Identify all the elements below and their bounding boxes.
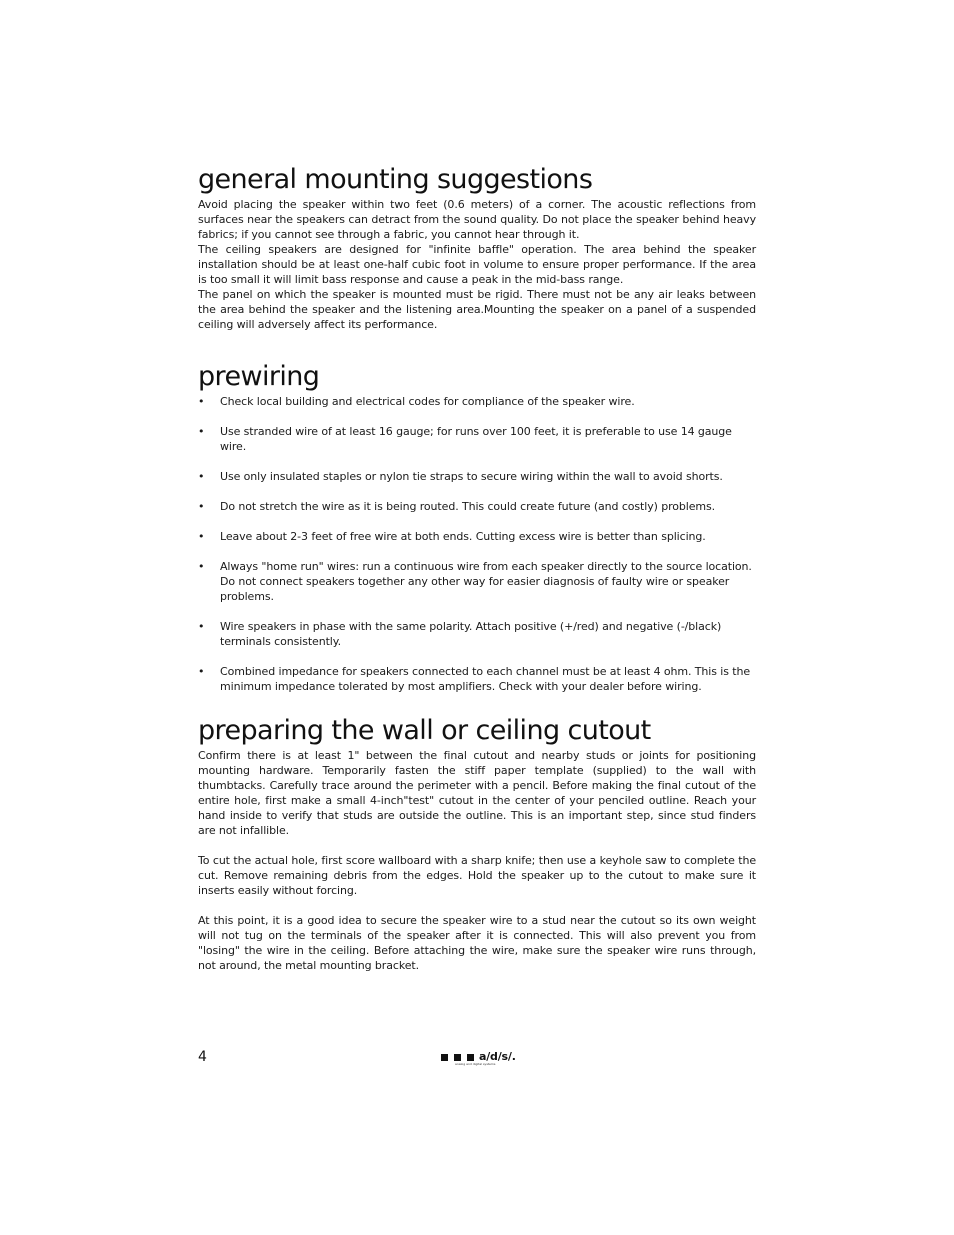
list-item [198,424,756,454]
bullet-icon: • [198,530,205,543]
heading-prewiring: prewiring [198,361,320,392]
logo-square-icon [467,1054,474,1061]
heading-general-mounting: general mounting suggestions [198,164,593,195]
list-item-text: Always "home run" wires: run a continuous wire from each speaker directly to the source location. Do not connect speakers together any other way for easier diagnosis of faulty wire or speaker problems. [220,560,752,603]
list-item-text: Wire speakers in phase with the same polarity. Attach positive (+/red) and negative (-/black) terminals consistently. [220,620,722,648]
list-item-text: Combined impedance for speakers connected to each channel must be at least 4 ohm. This is the minimum impedance tolerated by most amplifiers. Check with your dealer before wiring. [220,665,750,693]
logo-square-icon [454,1054,461,1061]
mounting-paragraph: The panel on which the speaker is mounted must be rigid. There must not be any air leaks between the area behind the speaker and the listening area.Mounting the speaker on a panel of a suspended ceiling will adversely affect its performance. [198,288,756,331]
bullet-icon: • [198,500,205,513]
list-item [198,394,756,409]
section-prewiring [198,360,756,694]
list-item [198,664,756,694]
list-item-text: Use only insulated staples or nylon tie straps to secure wiring within the wall to avoid shorts. [220,470,723,483]
page-content [198,163,756,973]
list-item-text: Leave about 2-3 feet of free wire at both ends. Cutting excess wire is better than splicing. [220,530,706,543]
cutout-paragraph: At this point, it is a good idea to secure the speaker wire to a stud near the cutout so its own weight will not tug on the terminals of the speaker after it is connected. This will also prevent you from "losing" the wire in the ceiling. Before attaching the wire, make sure the speaker wire runs through, not around, the metal mounting bracket. [198,914,756,972]
logo-tagline: analog and digital systems [455,1062,496,1066]
list-item [198,559,756,604]
section-general-mounting [198,163,756,332]
page-number: 4 [198,1049,207,1065]
logo-text: a/d/s/. [479,1050,516,1063]
list-item [198,529,756,544]
mounting-paragraph: Avoid placing the speaker within two feet (0.6 meters) of a corner. The acoustic reflections from surfaces near the speakers can detract from the sound quality. Do not place the speaker behind heavy fabrics; if you cannot see through a fabric, you cannot hear through it. [198,198,756,241]
logo-square-icon [441,1054,448,1061]
heading-cutout: preparing the wall or ceiling cutout [198,715,651,746]
bullet-icon: • [198,620,205,633]
list-item [198,619,756,649]
cutout-paragraph: Confirm there is at least 1" between the final cutout and nearby studs or joints for positioning mounting hardware. Temporarily fasten the stiff paper template (supplied) to the wall with thumbtacks. Carefully trace around the perimeter with a pencil. Before making the final cutout of the entire hole, first make a small 4-inch"test" cutout in the center of your penciled outline. Reach your hand inside to verify that studs are outside the outline. This is an important step, since stud finders are not infallible. [198,749,756,837]
bullet-icon: • [198,560,205,573]
bullet-icon: • [198,665,205,678]
bullet-icon: • [198,395,205,408]
paragraph-spacer [198,898,756,913]
list-item-text: Check local building and electrical codes for compliance of the speaker wire. [220,395,635,408]
prewiring-list [198,394,756,694]
list-item [198,469,756,484]
bullet-icon: • [198,425,205,438]
ads-logo [441,1051,521,1071]
section-cutout [198,714,756,973]
mounting-paragraph: The ceiling speakers are designed for "infinite baffle" operation. The area behind the speaker installation should be at least one-half cubic foot in volume to ensure proper performance. If the area is too small it will limit bass response and cause a peak in the mid-bass range. [198,243,756,286]
bullet-icon: • [198,470,205,483]
cutout-paragraph: To cut the actual hole, first score wallboard with a sharp knife; then use a keyhole saw to complete the cut. Remove remaining debris from the edges. Hold the speaker up to the cutout to make sure it inserts easily without forcing. [198,854,756,897]
list-item-text: Use stranded wire of at least 16 gauge; for runs over 100 feet, it is preferable to use 14 gauge wire. [220,425,732,453]
list-item-text: Do not stretch the wire as it is being routed. This could create future (and costly) problems. [220,500,716,513]
paragraph-spacer [198,838,756,853]
list-item [198,499,756,514]
